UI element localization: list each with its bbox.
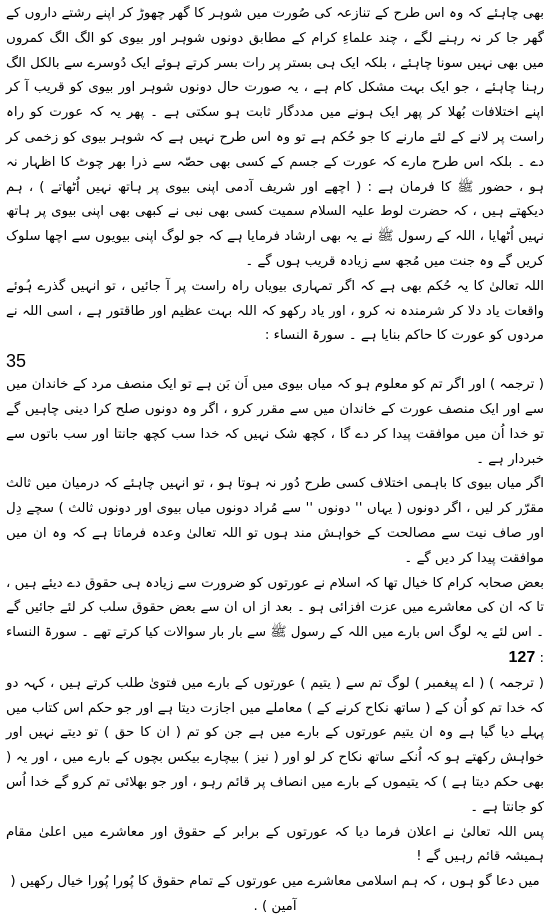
paragraph-marital-dispute: بھی چاہئے کہ وہ اس طرح کے تنازعہ کی صُورت میں شوہر کا گھر چھوڑ کر اپنے رشتے داروں کے گھر جا کر نہ رہنے لگے ، چند علماءِ کرام کے مطابق دونوں شوہر اور بیوی کو الگ الگ کمروں میں بھی نہیں سونا چاہئے ، بلکہ ایک ہی بستر پر رات بسر کرتے ہوئے ایک دُوسرے سے بالکل الگ رہنا چاہئے ، جو ایک بہت مشکل کام ہے ، یہ صورت حال دونوں شوہر اور بیوی کو قریب آ کر اپنے اختلافات بُھلا کر پھر ایک ہونے میں مددگار ثابت ہو سکتی ہے ۔ پھر یہ کہ عورت کو راہ راست پر لانے کے لئے مارنے کا جو حُکم ہے تو وہ اس طرح نہیں ہے کہ شوہر بیوی کو زخمی کر دے ۔ بلکہ اس طرح مارے کہ عورت کے جسم کے کسی بھی حصّہ سے ذرا بھر چوٹ کا اظہار نہ ہو ، حضور ﷺ کا فرمان ہے : ( اچھے اور شریف آدمی اپنی بیوی پر ہاتھ نہیں اُٹھاتے ) ، ہم دیکھتے ہیں ، کہ حضرت لوط علیہ السلام سمیت کسی بھی نبی نے کبھی بھی اپنی بیوی پر ہاتھ نہیں اُٹھایا ، اللہ کے رسول ﷺ نے یہ بھی ارشاد فرمایا ہے کہ جو لوگ اپنی بیویوں سے اچھا سلوک کریں گے وہ جنت میں مُجھ سے زیادہ قریب ہوں گے ۔ [6,6,544,269]
paragraph-translation-orphans: ( ترجمہ ) ( اے پیغمبر ) لوگ تم سے ( یتیم ) عورتوں کے بارے میں فتویٰ طلب کرتے ہیں ، کہہ دو کہ خدا تم کو اُن کے ( ساتھ نکاح کرنے کے ) معاملے میں اجازت دیتا ہے اور جو حکم اس کتاب میں پہلے دیا گیا ہے وہ ان یتیم عورتوں کے بارے میں ہے جن کو تم ( ان کا حق ) تو دیتے نہیں اور خواہش رکھتے ہو کہ اُنکے ساتھ نکاح کر لو اور ( نیز ) بیچارے بیکس بچوں کے بارے میں ، اور یہ ( بھی حکم دیتا ہے ) کہ یتیموں کے بارے میں انصاف پر قائم رہو ، اور جو بھلائی تم کرو گے خدا اُس کو جانتا ہے ۔ [6,675,544,815]
verse-reference-2: 127 [508,648,536,666]
closing-prayer: میں دعا گو ہوں ، کہ ہم اسلامی معاشرے میں عورتوں کے تمام حقوق کا پُورا پُورا خیال رکھیں ( آمین ) . [10,874,540,914]
paragraph-announcement: پس اللہ تعالیٰ نے اعلان فرما دیا کہ عورتوں کے برابر کے حقوق اور معاشرے میں اعلیٰ مقام ہمیشہ قائم رہیں گے ! [6,824,544,865]
paragraph-arbitration: اگر میاں بیوی کا باہمی اختلاف کسی طرح دُور نہ ہوتا ہو ، تو انہیں چاہئے کہ درمیان میں ثالث مقرّر کر لیں ، اگر دونوں ( یہاں '' دونوں '' سے مُراد دونوں میاں بیوی اور دونوں ثالث ) سچے دِل اور صاف نیت سے مصالحت کے خواہش مند ہوں تو اللہ تعالیٰ وعدہ فرماتا ہے کہ وہ ان میں موافقت پیدا کر دیں گے ۔ [6,476,544,566]
paragraph-companions-view [6,572,544,672]
paragraph-translation-arbiters: ( ترجمہ ) اور اگر تم کو معلوم ہو کہ میاں بیوی میں اَن بَن ہے تو ایک منصف مرد کے خاندان میں سے اور ایک منصف عورت کے خاندان میں سے مقرر کرو ، اگر وہ دونوں صلح کرا دینی چاہیں گے تو خدا اُن میں موافقت پیدا کر دے گا ، کچھ شک نہیں کہ خدا سب کچھ جانتا اور سب باتوں سے خبردار ہے ۔ [6,377,544,467]
verse-reference: 35 [6,351,27,372]
companions-text: بعض صحابہ کرام کا خیال تھا کہ اسلام نے عورتوں کو ضرورت سے زیادہ ہی حقوق دے دیئے ہیں ، تا کہ ان کی معاشرے میں عزت افزائی ہو ۔ بعد از اں ان سے بعض حقوق سلب کر لئے جائیں گے ۔ اس لئے یہ لوگ اس بارے میں اللہ کے رسول ﷺ سے بار بار سوالات کیا کرتے تھے ۔ سورۃ النساء : [6,575,544,666]
paragraph-allah-command: اللہ تعالیٰ کا یہ حُکم بھی ہے کہ اگر تمہاری بیویاں راہ راست پر آ جائیں ، تو انہیں گذرے ہُوئے واقعات یاد دلا کر شرمندہ نہ کرو ، اور یاد رکھو کہ اللہ بہت عظیم اور طاقتور ہے ، اسی اللہ نے مردوں کو عورت کا حاکم بنایا ہے ۔ سورۃ النساء : [6,278,544,344]
